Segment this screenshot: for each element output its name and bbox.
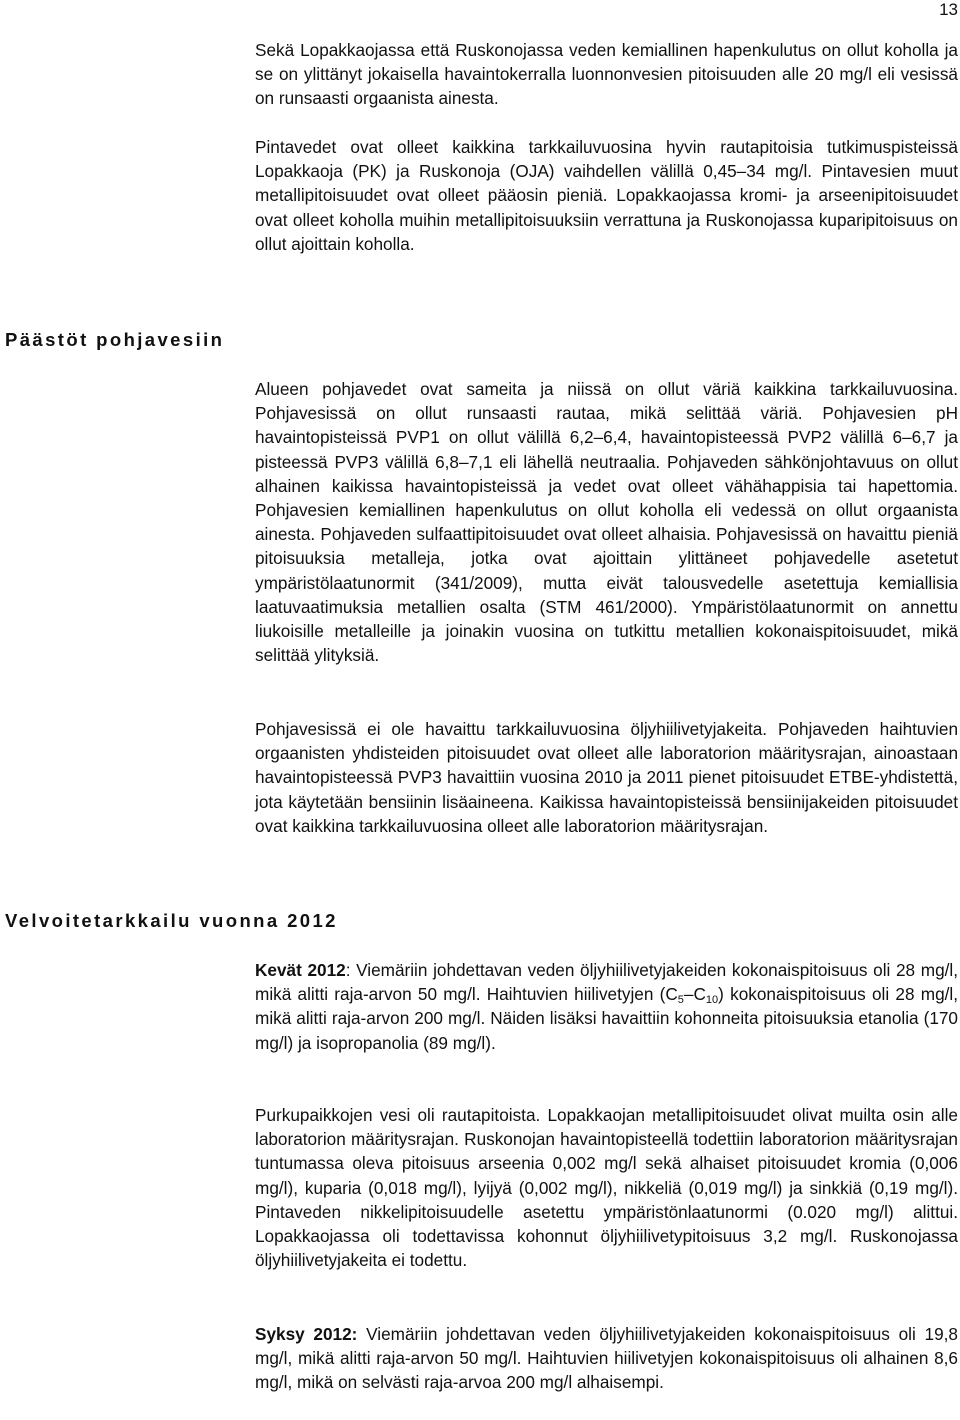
paragraph-groundwater-hydrocarbons <box>255 717 958 838</box>
subscript-10: 10 <box>705 994 719 1007</box>
spring-text-b: –C <box>683 984 706 1005</box>
paragraph-surface-water-metals <box>255 135 958 256</box>
section-heading-monitoring-2012: Velvoitetarkkailu vuonna 2012 <box>5 910 338 931</box>
paragraph-cod <box>255 38 958 111</box>
subscript-5: 5 <box>677 994 684 1007</box>
paragraph-autumn-2012 <box>255 1322 958 1395</box>
paragraph-text <box>255 958 958 1055</box>
paragraph-text: Pintavedet ovat olleet kaikkina tarkkailuvuosina hyvin rautapitoisia tutkimuspisteissä Lopakkaoja (PK) ja Ruskonoja (OJA) vaihdellen välillä 0,45–34 mg/l. Pintavesien muut metallipitoisuudet ovat olleet pääosin pieniä. Lopakkaojassa kromi- ja arseenipitoisuudet ovat olleet koholla muihin metallipitoisuuksiin verrattuna ja Ruskonojassa kuparipitoisuus on ollut ajoittain koholla. <box>255 137 958 254</box>
paragraph-text: Purkupaikkojen vesi oli rautapitoista. Lopakkaojan metallipitoisuudet olivat muilta osin alle laboratorion määritysrajan. Ruskonojan havaintopisteellä todettiin laboratorion määritysrajan tuntumassa oleva pitoisuus arseenia 0,002 mg/l sekä alhaiset pitoisuudet kromia (0,006 mg/l), kuparia (0,018 mg/l), lyijyä (0,002 mg/l), nikkeliä (0,019 mg/l) ja sinkkiä (0,19 mg/l). Pintaveden nikkelipitoisuudelle asetettu ympäristönlaatunormi (0.020 mg/l) alittui. Lopakkaojassa oli todettavissa kohonnut öljyhiilivetypitoisuus 3,2 mg/l. Ruskonojassa öljyhiilivetyjakeita ei todettu. <box>255 1105 958 1271</box>
page-number: 13 <box>939 0 958 19</box>
spring-label: Kevät 2012 <box>255 960 346 980</box>
paragraph-spring-2012 <box>255 958 958 1055</box>
autumn-label: Syksy 2012: <box>255 1324 358 1344</box>
paragraph-text: Alueen pohjavedet ovat sameita ja niissä on ollut väriä kaikkina tarkkailuvuosina. Pohjavesissä on ollut runsaasti rautaa, mikä selittää väriä. Pohjavesien pH havaintopisteissä PVP1 on ollut välillä 6,2–6,4, havaintopisteessä PVP2 välillä 6–6,7 ja pisteessä PVP3 välillä 6,8–7,1 eli lähellä neutraalia. Pohjaveden sähkönjohtavuus on ollut alhainen kaikissa havaintopisteissä ja vedet ovat olleet vähähappisia tai hapettomia. Pohjavesien kemiallinen hapenkulutus on ollut koholla eli vedessä on ollut orgaanista ainesta. Pohjaveden sulfaattipitoisuudet ovat olleet alhaisia. Pohjavesissä on havaittu pieniä pitoisuuksia metalleja, jotka ovat ajoittain ylittäneet pohjavedelle asetetut ympäristölaatunormit (341/2009), mutta eivät talousvedelle asetettuja kemiallisia laatuvaatimuksia metallien osalta (STM 461/2000). Ympäristölaatunormit on annettu liukoisille metalleille ja joinakin vuosina on tutkittu metallien kokonaispitoisuudet, mikä selittää ylityksiä. <box>255 379 958 666</box>
autumn-text: Viemäriin johdettavan veden öljyhiilivetyjakeiden kokonaispitoisuus oli 19,8 mg/l, mikä alitti raja-arvon 50 mg/l. Haihtuvien hiilivetyjen kokonaispitoisuus oli alhainen 8,6 mg/l, mikä on selvästi raja-arvoa 200 mg/l alhaisempi. <box>255 1324 958 1393</box>
spring-text-c: ) kokonaispitoisuus oli 28 mg/l, mikä alitti raja-arvon 200 mg/l. Näiden lisäksi havaittiin kohonneita pitoisuuksia etanolia (170 mg/l) ja isopropanolia (89 mg/l). <box>255 984 958 1053</box>
paragraph-groundwater-quality <box>255 377 958 667</box>
paragraph-text: Pohjavesissä ei ole havaittu tarkkailuvuosina öljyhiilivetyjakeita. Pohjaveden haihtuvien orgaanisten yhdisteiden pitoisuudet ovat olleet alle laboratorion määritysrajan, ainoastaan havaintopisteessä PVP3 havaittiin vuosina 2010 ja 2011 pienet pitoisuudet ETBE-yhdistettä, jota käytetään bensiinin lisäaineena. Kaikissa havaintopisteissä bensiinijakeiden pitoisuudet ovat kaikkina tarkkailuvuosina olleet alle laboratorion määritysrajan. <box>255 719 958 836</box>
spring-text-a: : Viemäriin johdettavan veden öljyhiilivetyjakeiden kokonaispitoisuus oli 28 mg/l, mikä alitti raja-arvon 50 mg/l. Haihtuvien hiilivetyjen (C <box>255 960 958 1005</box>
paragraph-discharge-sites <box>255 1103 958 1272</box>
paragraph-text: Sekä Lopakkaojassa että Ruskonojassa veden kemiallinen hapenkulutus on ollut koholla ja se on ylittänyt jokaisella havaintokerralla luonnonvesien pitoisuuden alle 20 mg/l eli vesissä on runsaasti orgaanista ainesta. <box>255 40 958 109</box>
paragraph-text <box>255 1322 958 1395</box>
section-heading-groundwater-emissions: Päästöt pohjavesiin <box>5 329 225 350</box>
